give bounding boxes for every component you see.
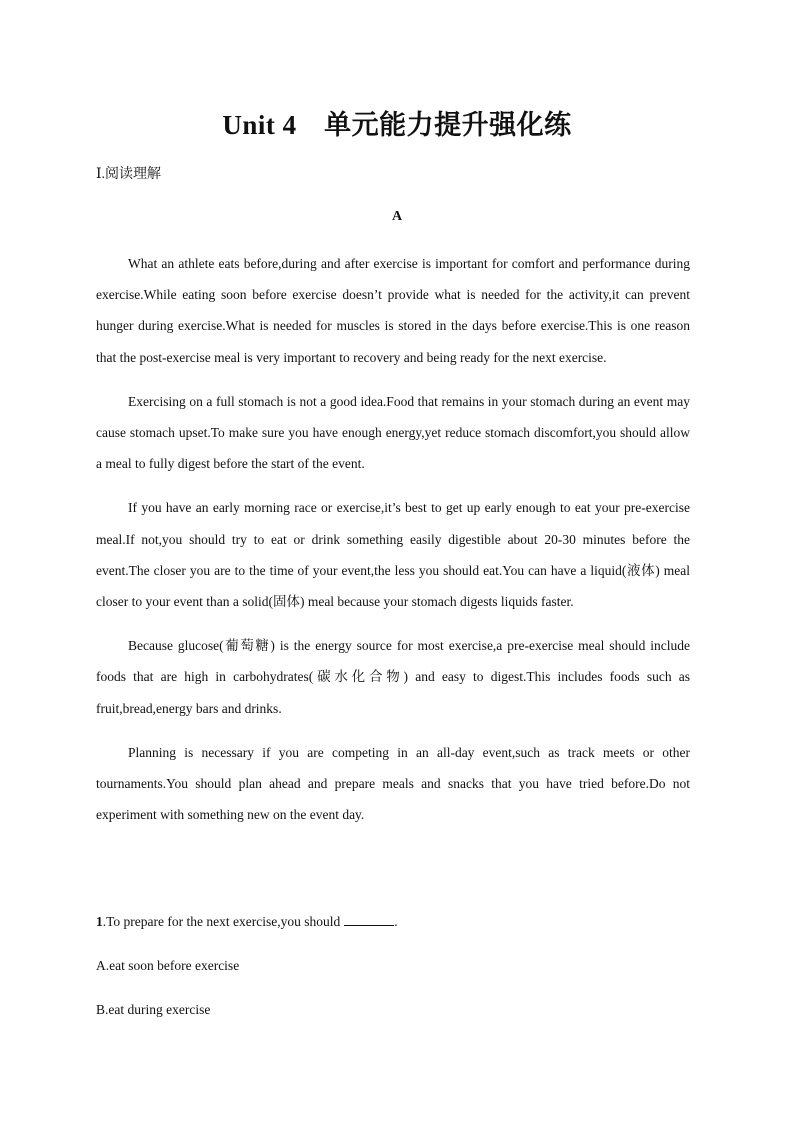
passage-paragraph: Exercising on a full stomach is not a good idea.Food that remains in your stomach during an event may cause stomach upset.To make sure you have enough energy,yet reduce stomach discomfort,you should allow a meal to fully digest before the start of the event. (96, 393, 690, 472)
passage-paragraph: What an athlete eats before,during and after exercise is important for comfort and performance during exercise.While eating soon before exercise doesn’t provide what is needed for the activity,it can prevent hunger during exercise.What is needed for muscles is stored in the days before exercise.This is one reason that the post-exercise meal is very important to recovery and being ready for the next exercise. (96, 256, 690, 365)
passage-paragraph: If you have an early morning race or exercise,it’s best to get up early enough to eat your pre-exercise meal.If not,you should try to eat or drink something easily digestible about 20-30 minutes before the event.The closer you are to the time of your event,the less you should eat.You can have a liquid(液体) meal closer to your event than a solid(固体) meal because your stomach digests liquids faster. (96, 500, 690, 610)
passage-paragraph: Because glucose(葡萄糖) is the energy source for most exercise,a pre-exercise meal should include foods that are high in carbohydrates(碳水化合物) and easy to digest.This includes foods such as fruit,bread,energy bars and drinks. (96, 638, 690, 716)
question-text: .To prepare for the next exercise,you should (102, 914, 341, 929)
option-b[interactable]: B.eat during exercise (96, 1002, 211, 1017)
answer-blank[interactable] (344, 913, 394, 926)
section-heading: Ⅰ.阅读理解 (96, 167, 162, 182)
passage-paragraph: Planning is necessary if you are competing in an all-day event,such as track meets or other tournaments.You should plan ahead and prepare meals and snacks that you have tried before.Do not experiment with something new on the event day. (96, 744, 690, 823)
question-1 (96, 913, 398, 930)
option-a[interactable]: A.eat soon before exercise (96, 958, 240, 973)
reading-passage (96, 248, 690, 843)
question-number: 1 (96, 914, 103, 929)
question-end: . (394, 914, 398, 929)
page-title: Unit 4 单元能力提升强化练 (222, 110, 572, 140)
passage-label: A (391, 209, 403, 224)
